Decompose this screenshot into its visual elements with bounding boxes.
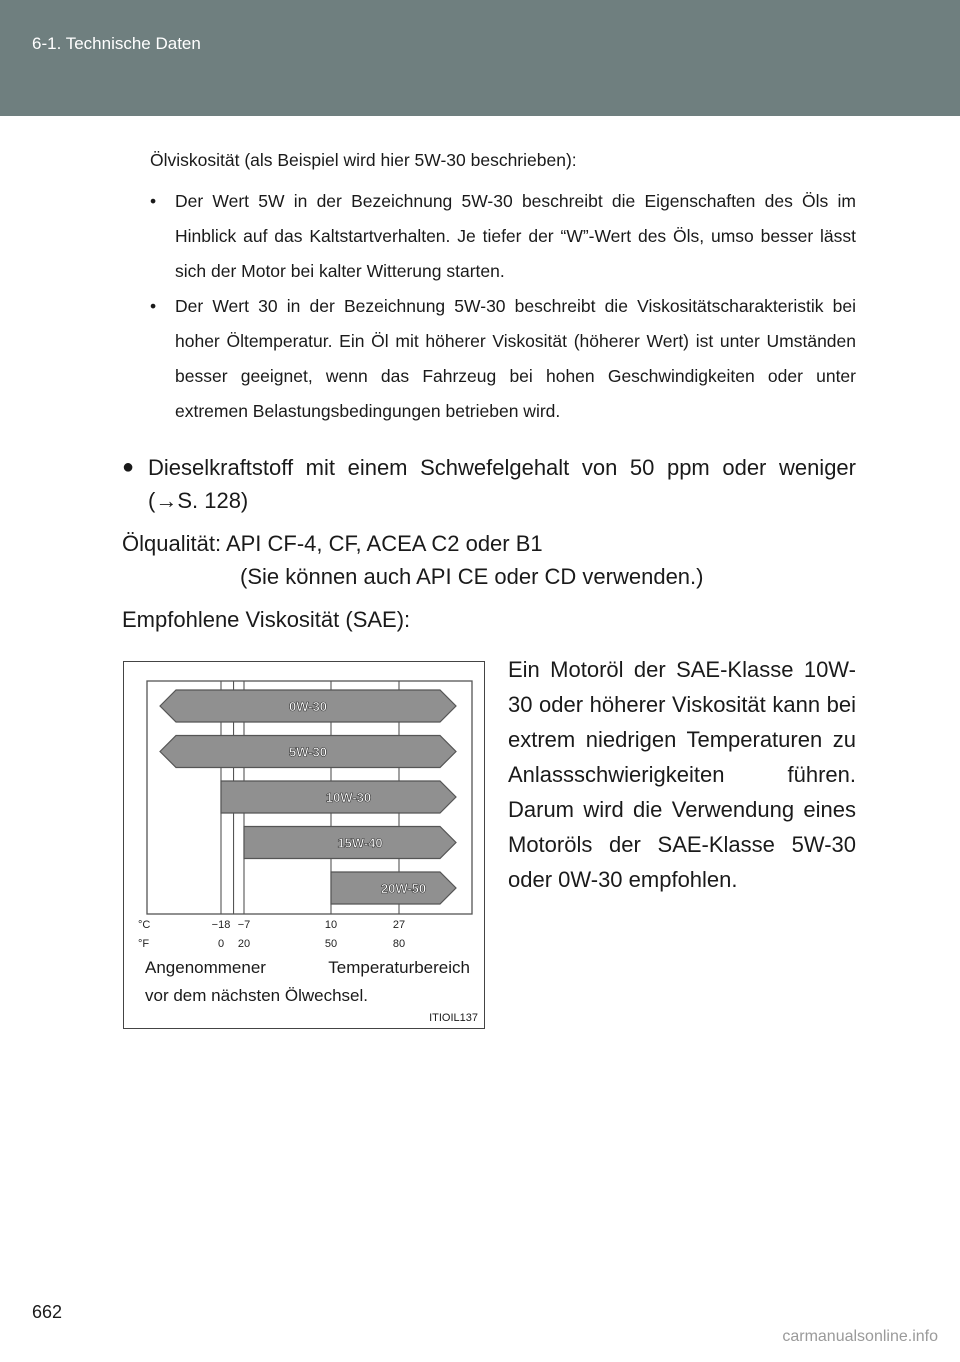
list-item: • Der Wert 5W in der Bezeichnung 5W-30 beschreibt die Eigenschaften des Öls im Hinblick auf das Kaltstartverhalten. Je tiefer der “W”-Wert des Öls, umso besser lässt sich der Motor bei kalter Witterung starten. [150, 184, 856, 289]
bullet-dot: • [150, 296, 157, 316]
diesel-text: Dieselkraftstoff mit einem Schwefelgehalt von 50 ppm oder weniger (→S. 128) [148, 455, 856, 513]
oil-quality-line1: Ölqualität: API CF-4, CF, ACEA C2 oder B1 [122, 531, 543, 556]
diesel-item [122, 451, 856, 517]
fahrenheit-tick: 20 [237, 938, 251, 950]
fahrenheit-unit: °F [138, 938, 150, 950]
celsius-tick: 27 [392, 919, 406, 931]
intro-text: Ölviskosität (als Beispiel wird hier 5W-30 beschrieben): [150, 150, 577, 170]
viscosity-chart-figure [123, 661, 485, 1029]
fahrenheit-tick: 0 [217, 938, 225, 950]
fahrenheit-tick: 50 [324, 938, 338, 950]
viscosity-heading: Empfohlene Viskosität (SAE): [122, 607, 411, 632]
celsius-tick: −7 [237, 919, 251, 931]
section-title: 6-1. Technische Daten [32, 34, 201, 53]
page-number: 662 [32, 1302, 63, 1322]
bullet-dot: • [150, 191, 157, 211]
fahrenheit-tick: 80 [392, 938, 406, 950]
chart-ticks [138, 919, 405, 950]
bar-label: 5W-30 [288, 744, 328, 760]
bar-label: 0W-30 [288, 699, 328, 714]
celsius-tick: −18 [211, 919, 231, 931]
list-item: • Der Wert 30 in der Bezeichnung 5W-30 beschreibt die Viskositätscharakteristik bei hoher Öltemperatur. Ein Öl mit höherer Viskosität (höherer Wert) ist unter Umständen besser geeignet, wenn das Fahrzeug bei hohen Geschwindigkeiten oder unter extremen Belastungsbedingungen betrieben wird. [150, 289, 856, 429]
bullet-circle-icon: ● [122, 456, 135, 478]
viscosity-note: Ein Motoröl der SAE-Klasse 10W-30 oder höherer Viskosität kann bei extrem niedrigen Temperaturen zu Anlassschwierigkeiten führen. Darum wird die Verwendung eines Motoröls der SAE-Klasse 5W-30 oder 0W-30 empfohlen. [508, 657, 856, 892]
page-header [0, 0, 960, 116]
viscosity-bullets [150, 184, 856, 429]
celsius-unit: °C [138, 919, 151, 931]
chart-caption: Angenommener Temperaturbereich vor dem nächsten Ölwechsel. [145, 958, 470, 1005]
bar-label: 10W-30 [325, 790, 372, 805]
figure-id: ITIOIL137 [429, 1012, 478, 1024]
watermark: carmanualsonline.info [782, 1328, 938, 1345]
bar-label: 15W-40 [337, 835, 383, 851]
celsius-tick: 10 [324, 919, 338, 931]
bar-label: 20W-50 [380, 881, 427, 896]
chart-bars [160, 690, 456, 904]
oil-quality-line2: (Sie können auch API CE oder CD verwenden.) [240, 564, 704, 589]
